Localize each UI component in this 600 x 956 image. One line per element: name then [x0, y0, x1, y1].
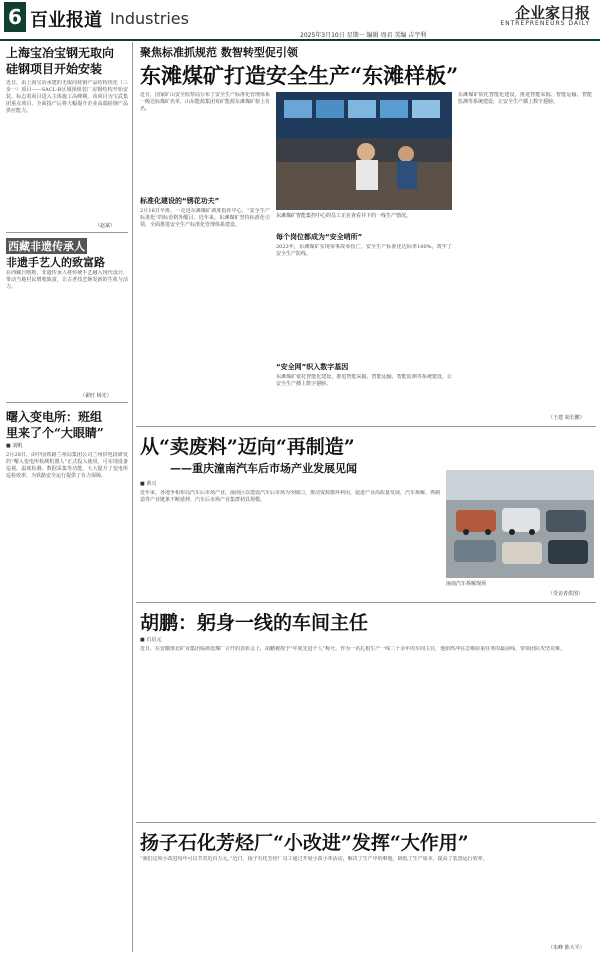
photo-credit: （受访者供图）: [548, 591, 584, 597]
photo-caption: 潼南汽车拆解现场: [446, 581, 487, 587]
article-body: “我们这项小改进每年可以节省近百万元。”近日，扬子石化芳烃厂员工通过开展小改小革活动，解决了生产中的难题，降低了生产成本，提高了装置运行效率。: [140, 856, 488, 862]
newspaper-logo: 企业家日报: [514, 4, 590, 22]
section-title-en: Industries: [110, 9, 189, 28]
article-body: 近年来，各地争相布局汽车后市场产业，潼南区以建设汽车后市场为突破口，推动资源循环利用，促进产业高质量发展，汽车拆解、再制造等产业链条不断延伸，汽车后市场产业集群初具规模。: [140, 490, 440, 503]
article-title-line2: 非遗手艺人的致富路: [6, 256, 105, 269]
dateline: 2025年3月10日 星期一 编辑 周君 美编 吉宇利: [300, 32, 427, 39]
section-title: 百业报道: [30, 10, 102, 31]
article-title-line2: 里来了个“大眼睛”: [6, 426, 104, 440]
newspaper-logo-en: ENTREPRENEURS DAILY: [500, 20, 590, 27]
feature-title: 东滩煤矿打造安全生产“东滩样板”: [140, 63, 459, 88]
article-body: 在西藏日喀则，非遗传承人将传统手艺融入现代设计，带动当地村民增收致富，让古老技艺焕发新的生机与活力。: [6, 270, 128, 290]
article-title: 从“卖废料”迈向“再制造”: [140, 436, 355, 458]
feature-body: 2月16日早班，一走进东滩煤矿调度指挥中心，“安全生产标准化”的标语格外醒目。近年来，东滩煤矿坚持标准化引领，全面推进安全生产标准化管理体系建设。: [140, 208, 270, 228]
divider: [136, 822, 596, 823]
article-byline: ■ 石启元: [140, 637, 162, 643]
column-rule: [132, 42, 133, 952]
divider: [6, 232, 128, 233]
article-body: 近日，由上海宝冶承建的无取向硅钢产品结构优化（三步一）项目——SACL-B区域预组装厂房钢结构开始安装。标志着项目进入主体施工高峰期。该项目为宝武集团重点项目，全面投产后将大幅提升企业高端硅钢产品供应能力。: [6, 80, 128, 114]
feature-subhead: “安全网”织入数字基因: [276, 363, 349, 371]
article-body: 近日，在安徽淮北矿业集团临涣选煤厂召开的表彰会上，胡鹏被授予“年度先进个人”称号。作为一名扎根生产一线二十余年的车间主任，他始终冲在急难险重任务的最前线，带领团队攻坚克难。: [140, 646, 566, 652]
feature-body: 东滩煤矿依托智能化建设，推进智能采掘、智能运输、智能监测等系统建设，让安全生产插上数字翅膀。: [458, 92, 592, 105]
feature-body: 东滩煤矿依托智能化建设，推进智能采掘、智能运输、智能监测等系统建设，让安全生产插上数字翅膀。: [276, 374, 452, 387]
article-title-line1: 曙入变电所：班组: [6, 410, 103, 424]
feature-subhead: 标准化建设的“锈花功夫”: [140, 197, 220, 205]
article-byline: （翟旺 杨光）: [80, 393, 112, 399]
article-title: 胡鹏：躬身一线的车间主任: [140, 612, 369, 634]
feature-byline: （王建 胡长鹏）: [548, 415, 585, 421]
photo-caption: 东滩煤矿智能集控中心的员工正在查看井下的一线生产情况。: [276, 213, 412, 219]
masthead-rule: [0, 39, 600, 41]
article-byline: ■ 刘帆: [6, 443, 23, 449]
divider: [136, 426, 596, 427]
article-byline: ■ 黄兴: [140, 481, 157, 487]
divider: [6, 402, 128, 403]
feature-kicker: 聚焦标准抓规范 数智转型促引领: [140, 46, 298, 59]
feature-body: 近日，国家矿山安全监察局公布了安全生产标准化管理体系一级达标煤矿名单，山东能源集团兖矿能源东滩煤矿榜上有名。: [140, 92, 270, 112]
coal-mine-control-room-photo: [276, 92, 452, 210]
page-number: 6: [4, 2, 26, 32]
auto-dismantling-photo: [446, 470, 594, 578]
feature-body: 2023年，东滩煤矿实现零事故零伤亡，安全生产标准化达标率100%，筑牢了安全生产防线。: [276, 244, 452, 257]
feature-subhead: 每个岗位都成为“安全哨所”: [276, 233, 363, 241]
article-body: 2月28日，由中国铁路兰州局集团公司兰州供电段研发的“曙入变电所检测机器人”正式投入使用，可实现设备巡视、温度检测、数据采集等功能，大大提升了变电所巡检效率，为铁路安全运行提供了有力保障。: [6, 452, 128, 479]
article-subtitle: ——重庆潼南汽车后市场产业发展见闻: [170, 462, 357, 475]
article-title-line1: 上海宝冶宝钢无取向: [6, 46, 115, 60]
masthead: [0, 0, 600, 39]
article-byline: （朱峰 陈大平）: [548, 945, 585, 951]
article-byline: （赵斌）: [95, 223, 116, 229]
article-title: 扬子石化芳烃厂“小改进”发挥“大作用”: [140, 832, 469, 854]
article-title-line1: 西藏非遗传承人: [8, 240, 85, 253]
divider: [136, 602, 596, 603]
article-title-line2: 硅钢项目开始安装: [6, 62, 103, 76]
